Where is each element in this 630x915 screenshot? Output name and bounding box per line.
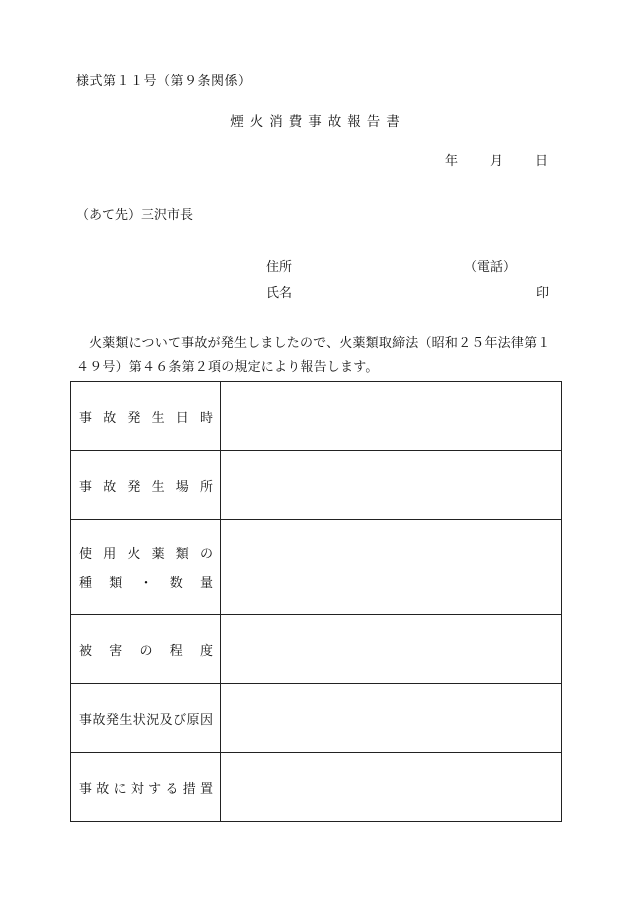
row-label-cell — [71, 615, 221, 684]
row-value-cell[interactable] — [221, 382, 562, 451]
row-label — [79, 476, 212, 495]
row-label-line: 使 用 火 薬 類 の — [79, 547, 213, 562]
row-label-line: 種 類 ・ 数 量 — [79, 576, 213, 591]
row-label-line: 事 故 発 生 状 況 及 び 原 因 — [79, 712, 213, 728]
seal-label: 印 — [536, 286, 550, 301]
row-value-cell[interactable] — [221, 520, 562, 615]
addressee: （あて先）三沢市長 — [76, 208, 194, 223]
document-title: 煙火消費事故報告書 — [230, 114, 406, 130]
report-table-body — [71, 382, 562, 822]
row-label — [79, 543, 212, 591]
row-label — [79, 709, 212, 728]
row-value-cell[interactable] — [221, 684, 562, 753]
row-label-line: 被 害 の 程 度 — [79, 643, 213, 659]
row-label — [79, 778, 212, 797]
row-label-cell — [71, 684, 221, 753]
row-label-cell — [71, 753, 221, 822]
row-label-cell — [71, 451, 221, 520]
row-label-line: 事 故 に 対 す る 措 置 — [79, 781, 213, 797]
date-line — [445, 150, 548, 169]
table-row — [71, 684, 562, 753]
phone-label: （電話） — [464, 260, 517, 275]
body-text: 火薬類について事故が発生しましたので、火薬類取締法（昭和２５年法律第１４９号）第４６条第２項の規定により報告します。 — [76, 336, 551, 375]
year-label: 年 — [444, 154, 458, 169]
table-row — [71, 520, 562, 615]
row-value-cell[interactable] — [221, 753, 562, 822]
row-label-cell — [71, 382, 221, 451]
address-label: 住所 — [266, 260, 293, 275]
row-label-line: 事 故 発 生 場 所 — [79, 479, 213, 495]
row-label-cell — [71, 520, 221, 615]
table-row — [71, 382, 562, 451]
row-value-cell[interactable] — [221, 615, 562, 684]
table-row — [71, 451, 562, 520]
row-label-line: 事 故 発 生 日 時 — [79, 410, 213, 426]
day-label: 日 — [534, 154, 548, 169]
table-row — [71, 753, 562, 822]
report-table — [70, 381, 562, 822]
row-label — [79, 640, 212, 659]
month-label: 月 — [489, 154, 503, 169]
row-value-cell[interactable] — [221, 451, 562, 520]
form-number: 様式第１１号（第９条関係） — [76, 74, 252, 89]
row-label — [79, 407, 212, 426]
name-label: 氏名 — [266, 286, 293, 301]
table-row — [71, 615, 562, 684]
